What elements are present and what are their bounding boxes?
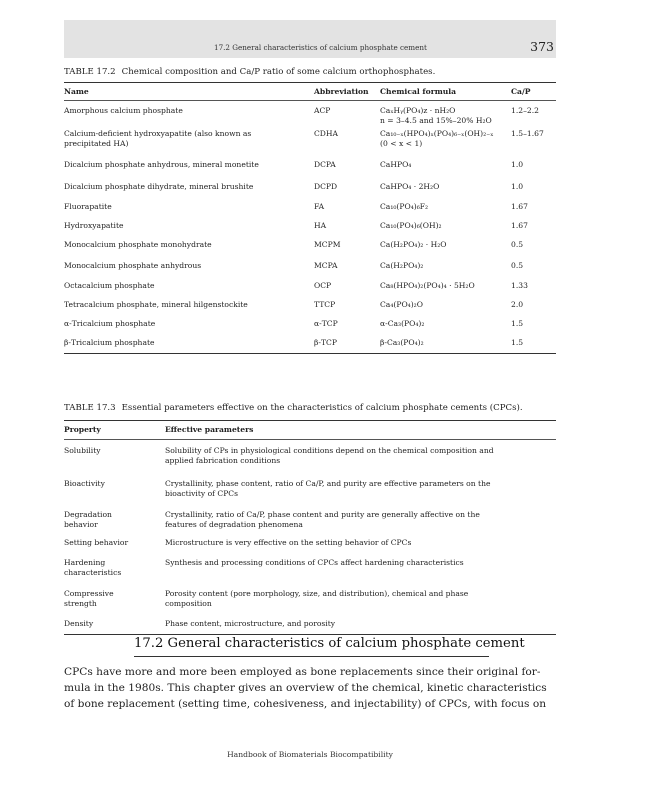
cell-name-continued: precipitated HA) — [64, 139, 129, 148]
body-paragraph — [64, 664, 556, 712]
cell-abbr: DCPD — [314, 182, 338, 191]
cell-property-continued: behavior — [64, 520, 98, 529]
cell-property: Compressive — [64, 589, 114, 598]
cell-parameters: Crystallinity, ratio of Ca/P, phase content and purity are generally affective on the — [165, 510, 480, 519]
cell-abbr: OCP — [314, 281, 332, 290]
cell-ratio: 1.2–2.2 — [511, 106, 539, 115]
paragraph-line: mula in the 1980s. This chapter gives an overview of the chemical, kinetic characteristics — [64, 682, 547, 694]
cell-parameters: Porosity content (pore morphology, size, and distribution), chemical and phase — [165, 589, 469, 598]
cell-parameters: Phase content, microstructure, and porosity — [165, 619, 336, 628]
cell-formula: α-Ca₃(PO₄)₂ — [380, 319, 425, 328]
cell-ratio: 1.5 — [511, 319, 524, 328]
cell-parameters: Crystallinity, phase content, ratio of Ca/P, and purity are effective parameters on the — [165, 479, 491, 488]
cell-name: Dicalcium phosphate anhydrous, mineral monetite — [64, 160, 259, 169]
col-header-ratio: Ca/P — [511, 87, 531, 96]
paragraph-line: CPCs have more and more been employed as bone replacements since their original for- — [64, 666, 541, 678]
cell-parameters-continued: bioactivity of CPCs — [165, 489, 239, 498]
cell-name: Dicalcium phosphate dihydrate, mineral brushite — [64, 182, 254, 191]
table-caption-text: Essential parameters effective on the characteristics of calcium phosphate cements (CPCs). — [121, 403, 523, 413]
running-header — [64, 20, 556, 58]
page-number: 373 — [530, 39, 554, 54]
cell-formula-note: (0 < x < 1) — [380, 139, 423, 148]
cell-abbr: MCPA — [314, 261, 338, 270]
footer-book-title: Handbook of Biomaterials Biocompatibility — [227, 750, 393, 759]
col-header-formula: Chemical formula — [380, 87, 457, 96]
cell-formula: Ca₁₀₋ₓ(HPO₄)ₓ(PO₄)₆₋ₓ(OH)₂₋ₓ — [380, 129, 494, 138]
cell-parameters-continued: composition — [165, 599, 212, 608]
cell-abbr: ACP — [314, 106, 331, 115]
cell-abbr: FA — [314, 202, 325, 211]
table-header-rule — [64, 439, 556, 440]
cell-property: Density — [64, 619, 94, 628]
table-bottom-rule — [64, 353, 556, 354]
cell-name: Fluorapatite — [64, 202, 112, 211]
cell-property: Hardening — [64, 558, 106, 567]
cell-abbr: MCPM — [314, 240, 341, 249]
table-17-3-caption — [64, 403, 523, 413]
cell-formula: Ca₁₀(PO₄)₆(OH)₂ — [380, 221, 442, 230]
table-bottom-rule — [64, 634, 556, 635]
cell-property: Solubility — [64, 446, 101, 455]
table-caption-text: Chemical composition and Ca/P ratio of some calcium orthophosphates. — [121, 67, 436, 77]
cell-formula: Ca(H₂PO₄)₂ — [380, 261, 424, 270]
cell-formula: CaHPO₄ — [380, 160, 412, 169]
table-top-rule — [64, 420, 556, 421]
cell-ratio: 1.33 — [511, 281, 528, 290]
cell-name: Tetracalcium phosphate, mineral hilgenstockite — [64, 300, 248, 309]
table-top-rule — [64, 82, 556, 83]
cell-property-continued: characteristics — [64, 568, 122, 577]
cell-name: β-Tricalcium phosphate — [64, 338, 155, 347]
cell-name: Monocalcium phosphate anhydrous — [64, 261, 202, 270]
cell-formula: β-Ca₃(PO₄)₂ — [380, 338, 424, 347]
cell-formula: Ca₈(HPO₄)₂(PO₄)₄ · 5H₂O — [380, 281, 475, 290]
cell-abbr: α-TCP — [314, 319, 338, 328]
cell-name: Monocalcium phosphate monohydrate — [64, 240, 212, 249]
cell-property: Bioactivity — [64, 479, 105, 488]
cell-abbr: CDHA — [314, 129, 339, 138]
cell-abbr: DCPA — [314, 160, 336, 169]
cell-ratio: 0.5 — [511, 261, 524, 270]
col-header-abbreviation: Abbreviation — [314, 87, 369, 96]
cell-abbr: β-TCP — [314, 338, 337, 347]
cell-abbr: HA — [314, 221, 327, 230]
cell-abbr: TTCP — [314, 300, 336, 309]
cell-formula: Ca₁₀(PO₄)₆F₂ — [380, 202, 429, 211]
table-header-rule — [64, 100, 556, 101]
col-header-parameters: Effective parameters — [165, 425, 254, 434]
cell-name: Octacalcium phosphate — [64, 281, 155, 290]
table-label: TABLE 17.3 — [64, 403, 116, 413]
cell-ratio: 1.0 — [511, 160, 524, 169]
cell-formula: CaHPO₄ · 2H₂O — [380, 182, 440, 191]
cell-property: Degradation — [64, 510, 112, 519]
col-header-property: Property — [64, 425, 101, 434]
cell-ratio: 2.0 — [511, 300, 524, 309]
cell-ratio: 1.5–1.67 — [511, 129, 544, 138]
cell-formula: CaₓHᵧ(PO₄)z · nH₂O — [380, 106, 456, 115]
section-heading: 17.2 General characteristics of calcium phosphate cement — [134, 636, 525, 651]
col-header-name: Name — [64, 87, 89, 96]
cell-ratio: 1.67 — [511, 202, 528, 211]
cell-name: Hydroxyapatite — [64, 221, 124, 230]
cell-parameters: Microstructure is very effective on the setting behavior of CPCs — [165, 538, 412, 547]
table-17-2-caption — [64, 67, 435, 77]
cell-formula: Ca(H₂PO₄)₂ · H₂O — [380, 240, 447, 249]
cell-ratio: 0.5 — [511, 240, 524, 249]
running-title: 17.2 General characteristics of calcium phosphate cement — [214, 43, 427, 52]
cell-name: Calcium-deficient hydroxyapatite (also known as — [64, 129, 252, 138]
paragraph-line: of bone replacement (setting time, cohesiveness, and injectability) of CPCs, with focus on — [64, 698, 547, 710]
cell-property-continued: strength — [64, 599, 97, 608]
cell-name: α-Tricalcium phosphate — [64, 319, 156, 328]
cell-ratio: 1.67 — [511, 221, 528, 230]
cell-formula-note: n = 3–4.5 and 15%–20% H₂O — [380, 116, 492, 125]
section-heading-rule — [134, 656, 489, 657]
cell-property: Setting behavior — [64, 538, 129, 547]
cell-formula: Ca₄(PO₄)₂O — [380, 300, 423, 309]
cell-parameters-continued: features of degradation phenomena — [165, 520, 303, 529]
cell-name: Amorphous calcium phosphate — [64, 106, 183, 115]
table-label: TABLE 17.2 — [64, 67, 116, 77]
cell-ratio: 1.5 — [511, 338, 524, 347]
cell-parameters: Synthesis and processing conditions of CPCs affect hardening characteristics — [165, 558, 464, 567]
cell-parameters: Solubility of CPs in physiological conditions depend on the chemical composition and — [165, 446, 494, 455]
cell-ratio: 1.0 — [511, 182, 524, 191]
cell-parameters-continued: applied fabrication conditions — [165, 456, 281, 465]
